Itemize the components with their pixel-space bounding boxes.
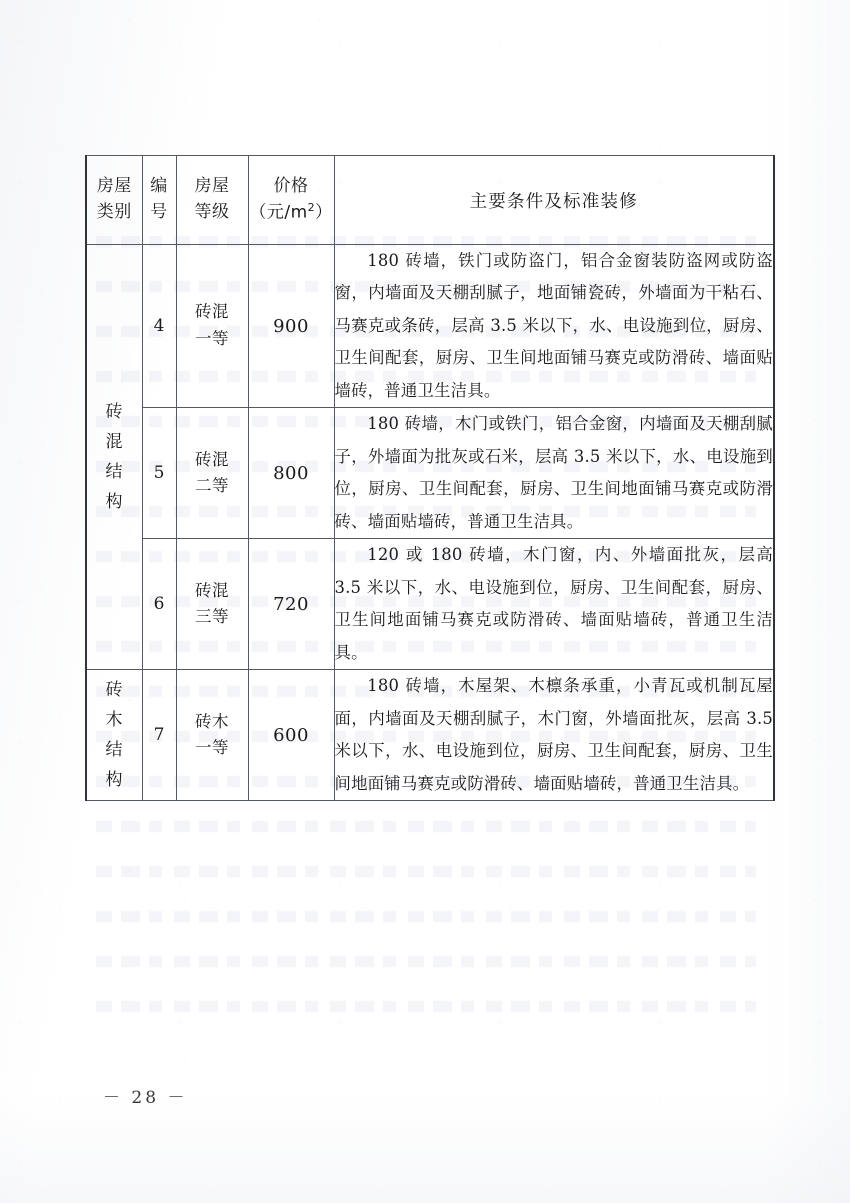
cell-house-grade (176, 245, 248, 408)
cell-house-grade (176, 670, 248, 801)
kind-char: 结 (105, 739, 123, 760)
header-price-unit (249, 200, 334, 226)
cell-description: 180 砖墙，木屋架、木檩条承重，小青瓦或机制瓦屋面，内墙面及天棚刮腻子，木门窗，外墙面批灰，层高 3.5 米以下，水、电设施到位，厨房、卫生间配套，厨房、卫生间地面铺马赛克或防滑砖、墙面贴墙砖，普通卫生洁具。 (334, 670, 774, 801)
cell-price: 600 (248, 670, 334, 801)
kind-char: 结 (105, 461, 123, 482)
cell-description: 120 或 180 砖墙，木门窗，内、外墙面批灰，层高 3.5 米以下，水、电设施到位，厨房、卫生间配套，厨房、卫生间地面铺马赛克或防滑砖、墙面贴墙砖，普通卫生洁具。 (334, 539, 774, 670)
cell-serial-no: 6 (142, 539, 176, 670)
cell-house-grade (176, 539, 248, 670)
table-row (86, 408, 774, 539)
header-description: 主要条件及标准装修 (334, 156, 774, 245)
header-house-grade (176, 156, 248, 245)
cell-house-grade (176, 408, 248, 539)
grade-line1: 砖混 (195, 302, 229, 322)
cell-description: 180 砖墙，铁门或防盗门，铝合金窗装防盗网或防盗窗，内墙面及天棚刮腻子，地面铺瓷砖，外墙面为干粘石、马赛克或条砖，层高 3.5 米以下，水、电设施到位，厨房、卫生间配套，厨房、卫生间地面铺马赛克或防滑砖、墙面贴墙砖，普通卫生洁具。 (334, 245, 774, 408)
header-house-grade-line2: 等级 (194, 202, 230, 222)
header-house-kind-line1: 房屋 (96, 176, 132, 197)
header-serial-no (142, 156, 176, 245)
cell-serial-no: 7 (142, 670, 176, 801)
cell-house-kind-brick-wood (86, 670, 142, 801)
kind-char: 木 (105, 709, 123, 730)
kind-char: 构 (105, 769, 123, 790)
vertical-text-stack (87, 679, 142, 790)
header-house-kind (86, 156, 142, 245)
cell-description: 180 砖墙，木门或铁门，铝合金窗，内墙面及天棚刮腻子，外墙面为批灰或石米，层高 3.5 米以下，水、电设施到位，厨房、卫生间配套，厨房、卫生间地面铺马赛克或防滑砖、墙面贴墙砖，普通卫生洁具。 (334, 408, 774, 539)
cell-price: 720 (248, 539, 334, 670)
table-row (86, 245, 774, 408)
header-price-unit-suffix: ） (315, 202, 333, 223)
kind-char: 混 (105, 431, 123, 452)
kind-char: 构 (105, 491, 123, 512)
header-price (248, 156, 334, 245)
header-serial-no-line2: 号 (150, 202, 168, 222)
grade-line2: 一等 (195, 738, 229, 758)
header-serial-no-line1: 编 (150, 176, 168, 197)
vertical-text-stack (87, 401, 142, 512)
header-price-unit-prefix: （元/m (249, 202, 308, 223)
grade-line2: 三等 (195, 607, 229, 627)
grade-line1: 砖混 (195, 580, 229, 600)
header-price-line1: 价格 (273, 175, 309, 196)
grade-line2: 二等 (195, 476, 229, 496)
table-row (86, 670, 774, 801)
header-price-unit-superscript: 2 (307, 200, 316, 214)
header-house-kind-line2: 类别 (96, 202, 132, 222)
kind-char: 砖 (105, 401, 123, 422)
cell-house-kind-brick-concrete (86, 245, 142, 670)
cell-price: 900 (248, 245, 334, 408)
cell-price: 800 (248, 408, 334, 539)
cell-serial-no: 4 (142, 245, 176, 408)
page-number: － 28 － (103, 1088, 188, 1108)
kind-char: 砖 (105, 679, 123, 700)
grade-line2: 一等 (195, 329, 229, 349)
header-house-grade-line1: 房屋 (194, 176, 230, 197)
cell-serial-no: 5 (142, 408, 176, 539)
table-row (86, 539, 774, 670)
housing-price-standard-table (85, 155, 775, 801)
table-header-row (86, 156, 774, 245)
grade-line1: 砖木 (195, 711, 229, 731)
grade-line1: 砖混 (195, 449, 229, 469)
